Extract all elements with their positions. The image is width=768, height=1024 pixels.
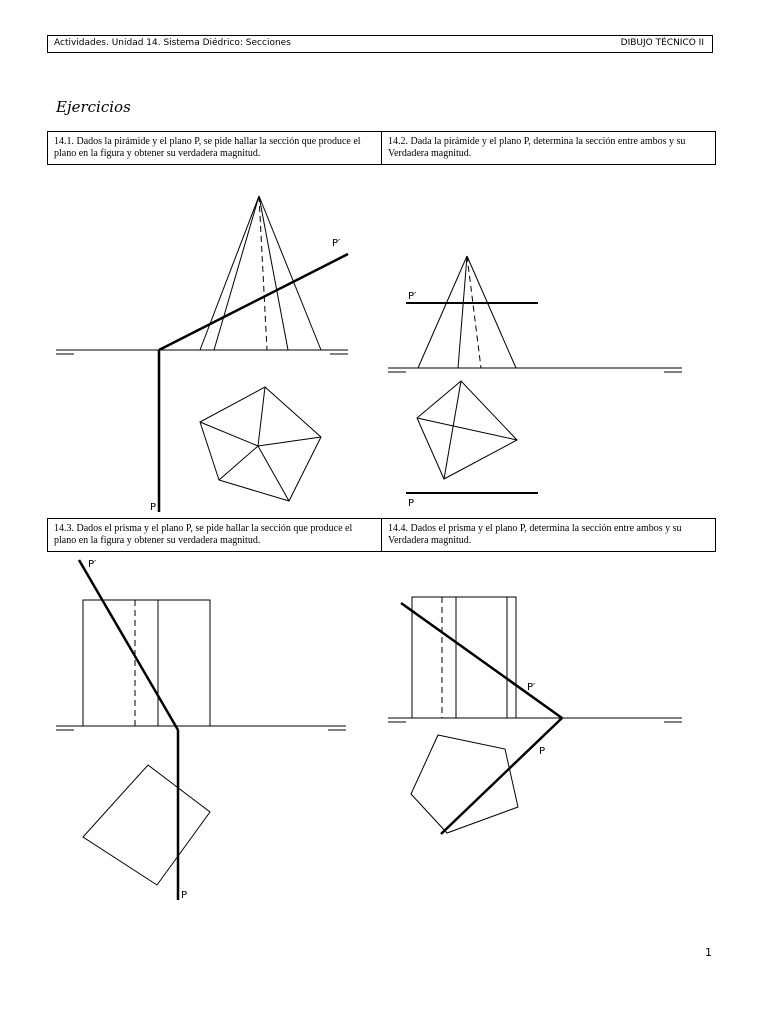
exercise-row-2	[47, 518, 716, 552]
prism-plan-square	[83, 765, 210, 885]
label-p: P	[408, 498, 415, 509]
prism-elevation	[83, 600, 210, 726]
pyramid-plan-edge	[258, 437, 321, 446]
plane-vertical-trace	[159, 254, 348, 350]
plane-horizontal-trace	[441, 718, 562, 834]
drawing-14-1	[0, 0, 384, 520]
plane-vertical-trace	[401, 603, 562, 718]
label-p: P	[181, 890, 188, 901]
pyramid-edge	[214, 196, 259, 350]
section-title: Ejercicios	[56, 98, 131, 116]
label-p: P	[539, 746, 546, 757]
pyramid-edge	[200, 196, 259, 350]
pyramid-edge	[467, 256, 516, 368]
label-p-prime: P′	[88, 559, 97, 570]
label-p-prime: P′	[332, 238, 341, 249]
plane-vertical-trace	[79, 560, 178, 730]
pyramid-plan-diagonal	[444, 381, 461, 479]
label-p-prime: P′	[408, 291, 417, 302]
label-p: P	[150, 502, 157, 513]
exercise-14-4-statement: 14.4. Dados el prisma y el plano P, determina la sección entre ambos y su Verdadera magnitud.	[381, 519, 715, 551]
pyramid-plan-edge	[219, 446, 258, 480]
pyramid-plan-diagonal	[417, 418, 517, 440]
prism-elevation	[412, 597, 516, 718]
header-subject: DIBUJO TÉCNICO II	[620, 38, 704, 48]
pyramid-plan-edge	[200, 422, 258, 446]
pyramid-plan-square	[417, 381, 517, 479]
exercise-14-1-statement: 14.1. Dados la pirámide y el plano P, se pide hallar la sección que produce el plano en la figura y obtener su verdadera magnitud.	[54, 136, 361, 159]
page-number: 1	[705, 946, 712, 959]
exercise-14-2-statement: 14.2. Dada la pirámide y el plano P, determina la sección entre ambos y su Verdadera magnitud.	[381, 132, 715, 164]
pyramid-plan-edge	[258, 387, 265, 446]
label-p-prime: P′	[527, 682, 536, 693]
drawing-14-3	[0, 552, 384, 912]
pyramid-plan-pentagon	[200, 387, 321, 501]
exercise-14-3-statement: 14.3. Dados el prisma y el plano P, se pide hallar la sección que produce el plano en la figura y obtener su verdadera magnitud.	[54, 523, 353, 546]
prism-plan-pentagon	[411, 735, 518, 833]
drawing-14-2	[384, 0, 768, 520]
header-title: Actividades. Unidad 14. Sistema Diédrico: Secciones	[54, 38, 291, 48]
drawing-14-4	[384, 552, 768, 912]
pyramid-edge	[259, 196, 288, 350]
